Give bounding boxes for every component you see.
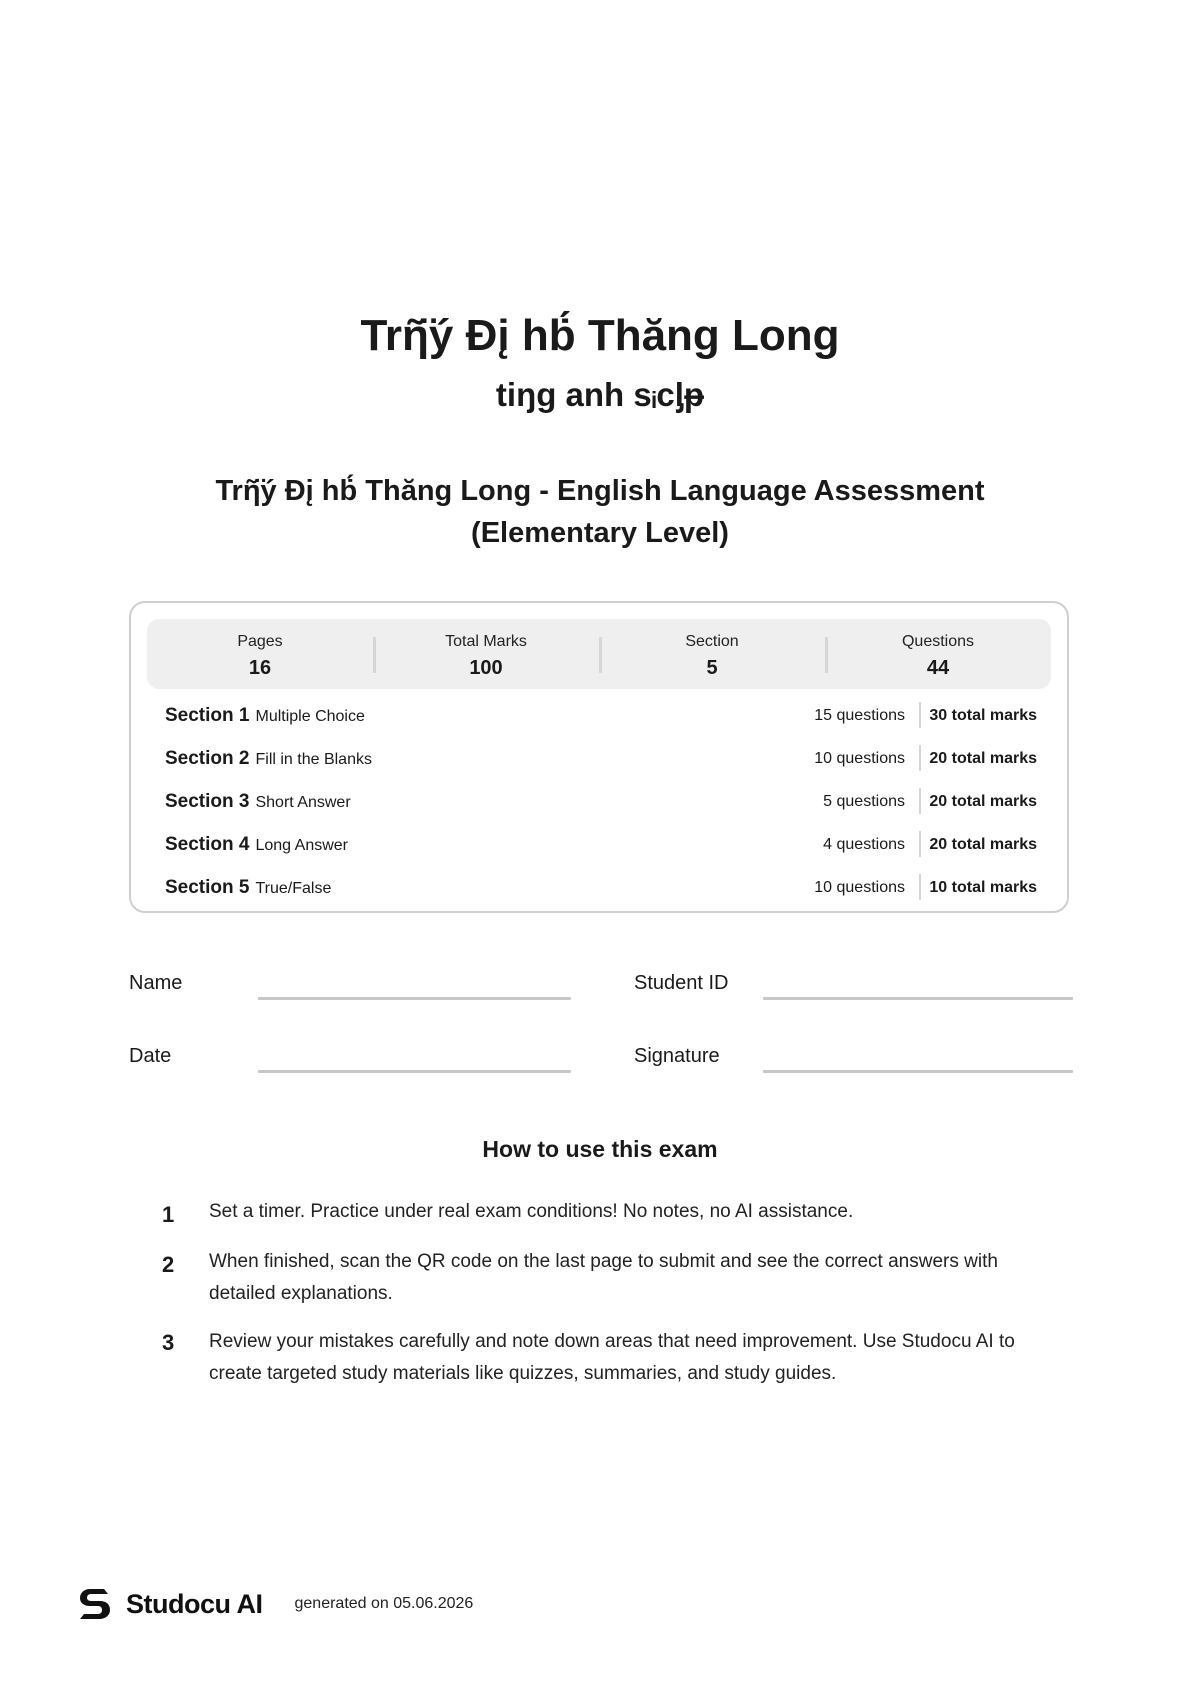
stat-questions	[825, 619, 1051, 689]
exam-summary-card	[129, 601, 1069, 913]
exam-stats-bar	[147, 619, 1051, 689]
step-number: 2	[162, 1252, 175, 1277]
name-field[interactable]	[258, 997, 571, 1000]
generated-date: generated on 05.06.2026	[294, 1595, 474, 1612]
section-divider	[919, 788, 921, 814]
section-row-3	[165, 786, 1037, 818]
step-number: 3	[162, 1330, 175, 1355]
step-text: Review your mistakes carefully and note down areas that need improvement. Use Studocu AI to create targeted study materials like quizzes, summaries, and study guides.	[209, 1331, 1015, 1384]
name-label: Name	[129, 972, 183, 994]
section-name: Section 5	[165, 877, 250, 898]
stat-label: Total Marks	[445, 633, 527, 650]
section-marks: 20 total marks	[929, 836, 1037, 853]
studocu-logo-icon	[78, 1586, 112, 1622]
step-number: 1	[162, 1202, 175, 1227]
section-name: Section 1	[165, 705, 250, 726]
section-row-2	[165, 743, 1037, 775]
section-questions: 10 questions	[814, 879, 905, 896]
section-name: Section 3	[165, 791, 250, 812]
document-subtitle: tiŋg anh sᵢcᶅᵽ	[495, 376, 705, 413]
section-questions: 4 questions	[823, 836, 905, 853]
signature-label: Signature	[634, 1045, 720, 1067]
section-questions: 10 questions	[814, 750, 905, 767]
section-divider	[919, 745, 921, 771]
stat-label: Pages	[237, 633, 283, 650]
section-name: Section 4	[165, 834, 250, 855]
section-row-4	[165, 829, 1037, 861]
howto-title: How to use this exam	[482, 1136, 718, 1162]
stat-value: 44	[926, 657, 950, 679]
brand-name: Studocu AI	[126, 1588, 263, 1619]
stat-label: Section	[685, 633, 739, 650]
exam-heading: Trῆ̈ý Đį hḃ́ Thăng Long - English Language Assessment (Elementary Level)	[215, 475, 985, 549]
section-marks: 20 total marks	[929, 793, 1037, 810]
section-type: Long Answer	[255, 837, 348, 854]
section-row-5	[165, 872, 1037, 904]
stat-sections	[599, 619, 825, 689]
student-id-field[interactable]	[763, 997, 1073, 1000]
section-type: Fill in the Blanks	[255, 751, 372, 768]
stat-value: 100	[469, 657, 503, 679]
section-name: Section 2	[165, 748, 250, 769]
section-divider	[919, 702, 921, 728]
section-row-1	[165, 700, 1037, 732]
section-marks: 20 total marks	[929, 750, 1037, 767]
section-type: Short Answer	[255, 794, 351, 811]
stat-total-marks	[373, 619, 599, 689]
date-field[interactable]	[258, 1070, 571, 1073]
student-id-label: Student ID	[634, 972, 729, 994]
section-type: Multiple Choice	[255, 708, 365, 725]
section-questions: 5 questions	[823, 793, 905, 810]
step-text: Set a timer. Practice under real exam conditions! No notes, no AI assistance.	[209, 1201, 854, 1222]
stat-value: 5	[706, 657, 718, 679]
section-marks: 10 total marks	[929, 879, 1037, 896]
section-divider	[919, 831, 921, 857]
document-title: Trῆ̈ý Đį hḃ́ Thăng Long	[360, 311, 840, 360]
section-divider	[919, 874, 921, 900]
date-label: Date	[129, 1045, 172, 1067]
stat-value: 16	[248, 657, 272, 679]
step-text: When finished, scan the QR code on the last page to submit and see the correct answers with detailed explanations.	[209, 1251, 998, 1304]
footer	[78, 1584, 473, 1624]
signature-field[interactable]	[763, 1070, 1073, 1073]
stat-label: Questions	[901, 633, 975, 650]
stat-pages	[147, 619, 373, 689]
section-marks: 30 total marks	[929, 707, 1037, 724]
section-questions: 15 questions	[814, 707, 905, 724]
section-type: True/False	[255, 880, 332, 897]
